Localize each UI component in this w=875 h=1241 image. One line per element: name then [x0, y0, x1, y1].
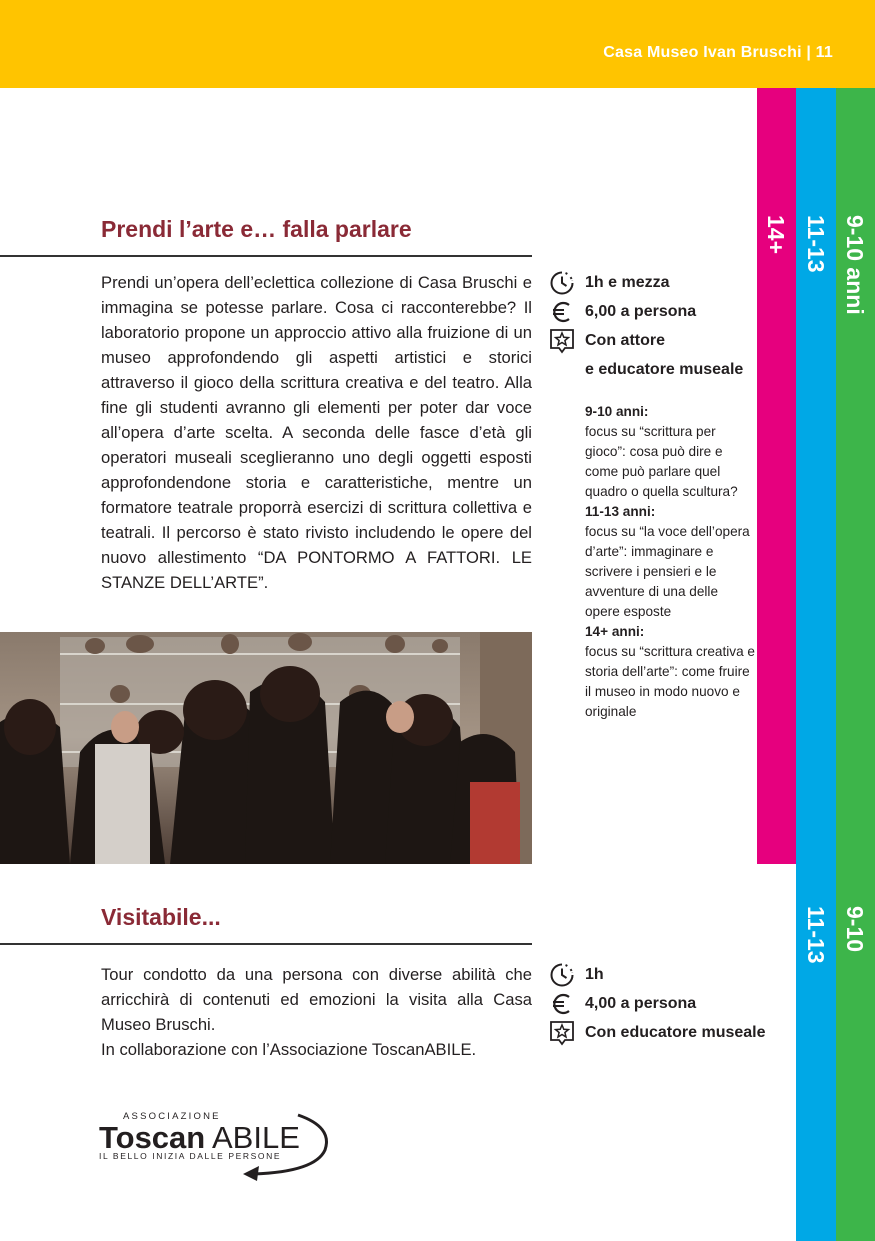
note-heading-9-10: 9-10 anni:	[585, 404, 649, 419]
section2-rule	[0, 943, 532, 945]
toscanabile-logo	[93, 1082, 335, 1190]
header-bar	[0, 0, 875, 88]
logo-brand-a: Toscan	[99, 1120, 206, 1155]
guide-value-line2: e educatore museale	[585, 361, 744, 378]
logo-tagline: IL BELLO INIZIA DALLE PERSONE	[99, 1151, 282, 1161]
photo-children-museum	[0, 632, 532, 864]
note-heading-14plus: 14+ anni:	[585, 624, 645, 639]
section2-paragraph-1: Tour condotto da una persona con diverse abilità che arricchirà di contenuti ed emozioni la visita alla Casa Museo Bruschi.	[101, 965, 532, 1034]
age-label-11-13-second: 11-13	[803, 906, 829, 964]
section1-rule	[0, 255, 532, 257]
age-label-11-13: 11-13	[803, 215, 829, 273]
star-badge-icon	[549, 1020, 575, 1046]
section2-title: Visitabile...	[101, 904, 221, 930]
section1-title: Prendi l’arte e… falla parlare	[101, 216, 412, 242]
guide-row-2	[549, 1019, 764, 1048]
logo-brand-b: ABILE	[212, 1120, 300, 1155]
price-row-2	[549, 990, 764, 1019]
age-stripe-14plus	[757, 88, 796, 864]
age-label-9-10-anni: 9-10 anni	[842, 215, 868, 315]
logo-small-top: ASSOCIAZIONE	[123, 1111, 221, 1122]
guide-value-2: Con educatore museale	[585, 1024, 766, 1041]
section1-body	[101, 270, 532, 595]
toscanabile-logo-mark	[93, 1082, 335, 1190]
running-title: Casa Museo Ivan Bruschi | 11	[603, 44, 833, 61]
euro-icon	[549, 299, 575, 325]
note-text-11-13: focus su “la voce dell’opera d’arte”: immaginare e scrivere i pensieri e le avventure di una delle opere esposte	[585, 524, 750, 619]
duration-row-2	[549, 961, 764, 990]
note-text-9-10: focus su “scrittura per gioco”: cosa può dire e come può parlare quel quadro o quella scultura?	[585, 424, 738, 499]
price-value: 6,00 a persona	[585, 303, 697, 320]
note-text-14plus: focus su “scrittura creativa e storia dell’arte”: come fruire il museo in modo nuovo e originale	[585, 644, 755, 719]
price-row	[549, 298, 764, 327]
section2-paragraph-2: In collaborazione con l’Associazione ToscanABILE.	[101, 1040, 477, 1059]
clock-icon	[549, 962, 575, 988]
photo-illustration	[0, 632, 532, 864]
age-label-14plus: 14+	[763, 215, 789, 255]
duration-row	[549, 269, 764, 298]
guide-value-line1: Con attore	[585, 332, 665, 349]
section1-info	[549, 269, 764, 385]
age-notes	[585, 402, 755, 722]
price-value-2: 4,00 a persona	[585, 995, 697, 1012]
clock-icon	[549, 270, 575, 296]
star-badge-icon	[549, 328, 575, 354]
note-heading-11-13: 11-13 anni:	[585, 504, 656, 519]
euro-icon	[549, 991, 575, 1017]
guide-row	[549, 327, 764, 356]
section2-body	[101, 962, 532, 1062]
duration-value-2: 1h	[585, 966, 604, 983]
section1-paragraph: Prendi un’opera dell’eclettica collezione di Casa Bruschi e immagina se potesse parlare. Cosa ci racconterebbe? Il laboratorio propone un approccio attivo alla fruizione di un museo approfondendo gli aspetti artistici e storici attraverso il gioco della scrittura creativa e del teatro. Alla fine gli studenti avranno gli elementi per poter dar voce all’opera d’arte scelta. A seconda delle fasce d’età gli operatori museali sceglieranno uno degli oggetti esposti approfondendone storia e caratteristiche, mentre un formatore teatrale proporrà esercizi di scrittura collettiva e teatrali. Il percorso è stato rivisto includendo le opere del nuovo allestimento “DA PONTORMO A FATTORI. LE STANZE DELL’ARTE”.	[101, 273, 532, 592]
duration-value: 1h e mezza	[585, 274, 670, 291]
age-label-9-10-second: 9-10	[842, 906, 868, 953]
section2-info	[549, 961, 764, 1048]
